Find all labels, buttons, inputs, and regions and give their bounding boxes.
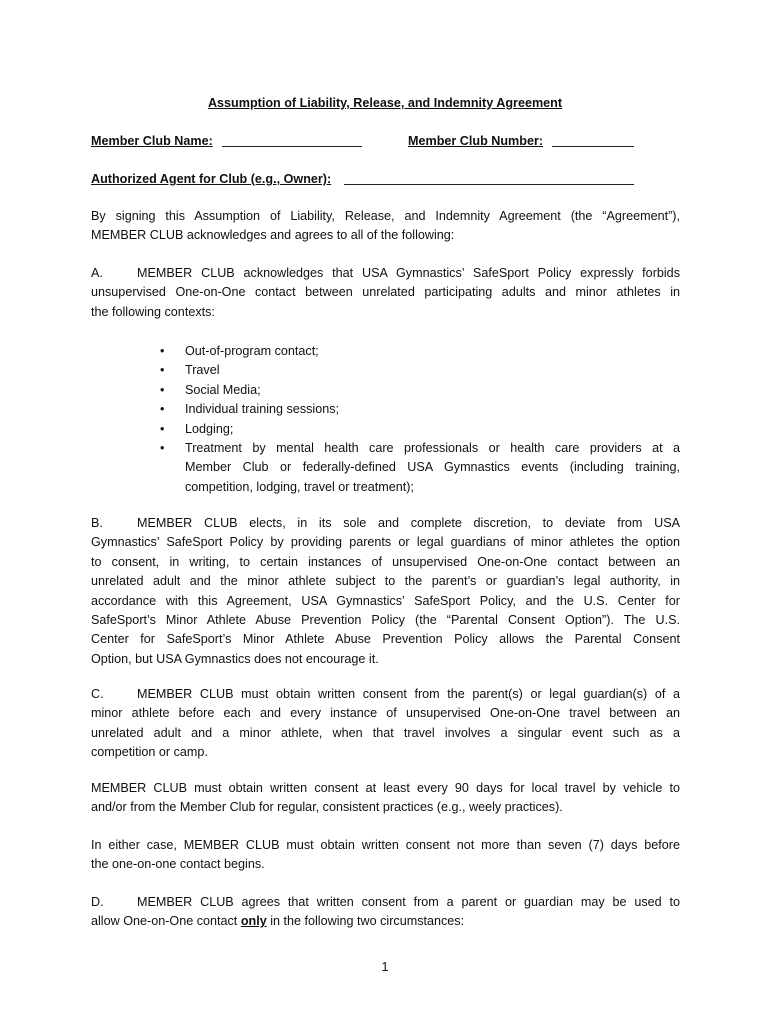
list-item: • Lodging; (160, 420, 680, 439)
agent-blank[interactable] (344, 184, 634, 185)
section-a-line: MEMBER CLUB acknowledges that USA Gymnastics’ SafeSport Policy expressly forbids (137, 266, 680, 280)
list-item: • Social Media; (160, 381, 680, 400)
section-b-line: Option, but USA Gymnastics does not encourage it. (91, 651, 379, 666)
paragraph-line: MEMBER CLUB must obtain written consent at least every 90 days for local travel by vehicle to (91, 781, 680, 795)
emphasis-only: only (240, 914, 267, 929)
bullet-icon: • (160, 344, 165, 358)
paragraph-line: the one-on-one contact begins. (91, 857, 265, 872)
section-b-line: to consent, in writing, to certain instances of unsupervised One-on-One contact between an (91, 554, 680, 569)
intro-line: MEMBER CLUB acknowledges and agrees to all of the following: (91, 228, 455, 243)
intro-paragraph (91, 207, 680, 246)
section-a (91, 264, 680, 322)
section-d-line: allow One-on-One contact only in the following two circumstances: (91, 914, 465, 929)
section-c-line: MEMBER CLUB must obtain written consent from the parent(s) or legal guardian(s) of a (137, 687, 680, 701)
club-name-blank[interactable] (222, 146, 362, 147)
club-number-blank[interactable] (552, 146, 634, 147)
intro-line: By signing this Assumption of Liability, Release, and Indemnity Agreement (the “Agreement”), (91, 209, 680, 223)
section-b-line: Center for SafeSport’s Minor Athlete Abuse Prevention Policy allows the Parental Consent (91, 632, 680, 647)
section-c-marker: C. (91, 687, 104, 701)
bullet-icon: • (160, 382, 165, 397)
list-item: • Individual training sessions; (160, 400, 680, 419)
paragraph-line: and/or from the Member Club for regular, consistent practices (e.g., weely practices). (91, 800, 563, 815)
bullet-icon: • (160, 363, 165, 378)
bullet-icon: • (160, 402, 165, 417)
section-b-line: Gymnastics’ SafeSport Policy by providing parents or legal guardians of minor athletes the option (91, 535, 680, 550)
section-a-line: unsupervised One-on-One contact between unrelated participating adults and minor athletes in (91, 285, 680, 300)
page-number: 1 (381, 960, 389, 974)
agent-label: Authorized Agent for Club (e.g., Owner): (91, 172, 332, 186)
section-a-marker: A. (91, 266, 103, 280)
bullet-icon: • (160, 441, 165, 456)
bullet-icon: • (160, 421, 165, 436)
section-c-line: minor athlete before each and every instance of unsupervised One-on-One travel between an (91, 706, 680, 721)
section-b-line: accordance with this Agreement, USA Gymnastics’ SafeSport Policy, and the U.S. Center for (91, 593, 680, 608)
section-c-line: unrelated adult and a minor athlete, when that travel involves a singular event such as a (91, 725, 680, 740)
section-c (91, 685, 680, 763)
contexts-list (160, 342, 680, 497)
list-item: • Treatment by mental health care professionals or health care providers at a Member Club or federally-defined USA Gymnastics events (including training, competition, lodging, travel or treatment); (160, 441, 680, 494)
section-d (91, 893, 680, 932)
club-number-label: Member Club Number: (408, 134, 544, 148)
ninety-day-paragraph (91, 779, 680, 818)
section-d-line: MEMBER CLUB agrees that written consent from a parent or guardian may be used to (137, 895, 680, 909)
section-d-marker: D. (91, 895, 104, 909)
section-b-marker: B. (91, 516, 103, 530)
paragraph-line: In either case, MEMBER CLUB must obtain written consent not more than seven (7) days before (91, 838, 680, 852)
either-case-paragraph (91, 836, 680, 875)
section-c-line: competition or camp. (91, 745, 208, 760)
list-item: • Travel (160, 361, 680, 380)
club-name-label: Member Club Name: (91, 134, 213, 148)
section-a-line: the following contexts: (91, 304, 215, 319)
section-b-line: MEMBER CLUB elects, in its sole and complete discretion, to deviate from USA (137, 516, 680, 530)
list-item: • Out-of-program contact; (160, 342, 680, 361)
section-b-line: unrelated adult and the minor athlete subject to the parent’s or guardian’s legal authority, in (91, 574, 680, 589)
section-b-line: SafeSport’s Minor Athlete Abuse Prevention Policy (the “Parental Consent Option”). The U.S. (91, 613, 680, 628)
document-title: Assumption of Liability, Release, and Indemnity Agreement (207, 96, 563, 110)
section-b (91, 514, 680, 669)
